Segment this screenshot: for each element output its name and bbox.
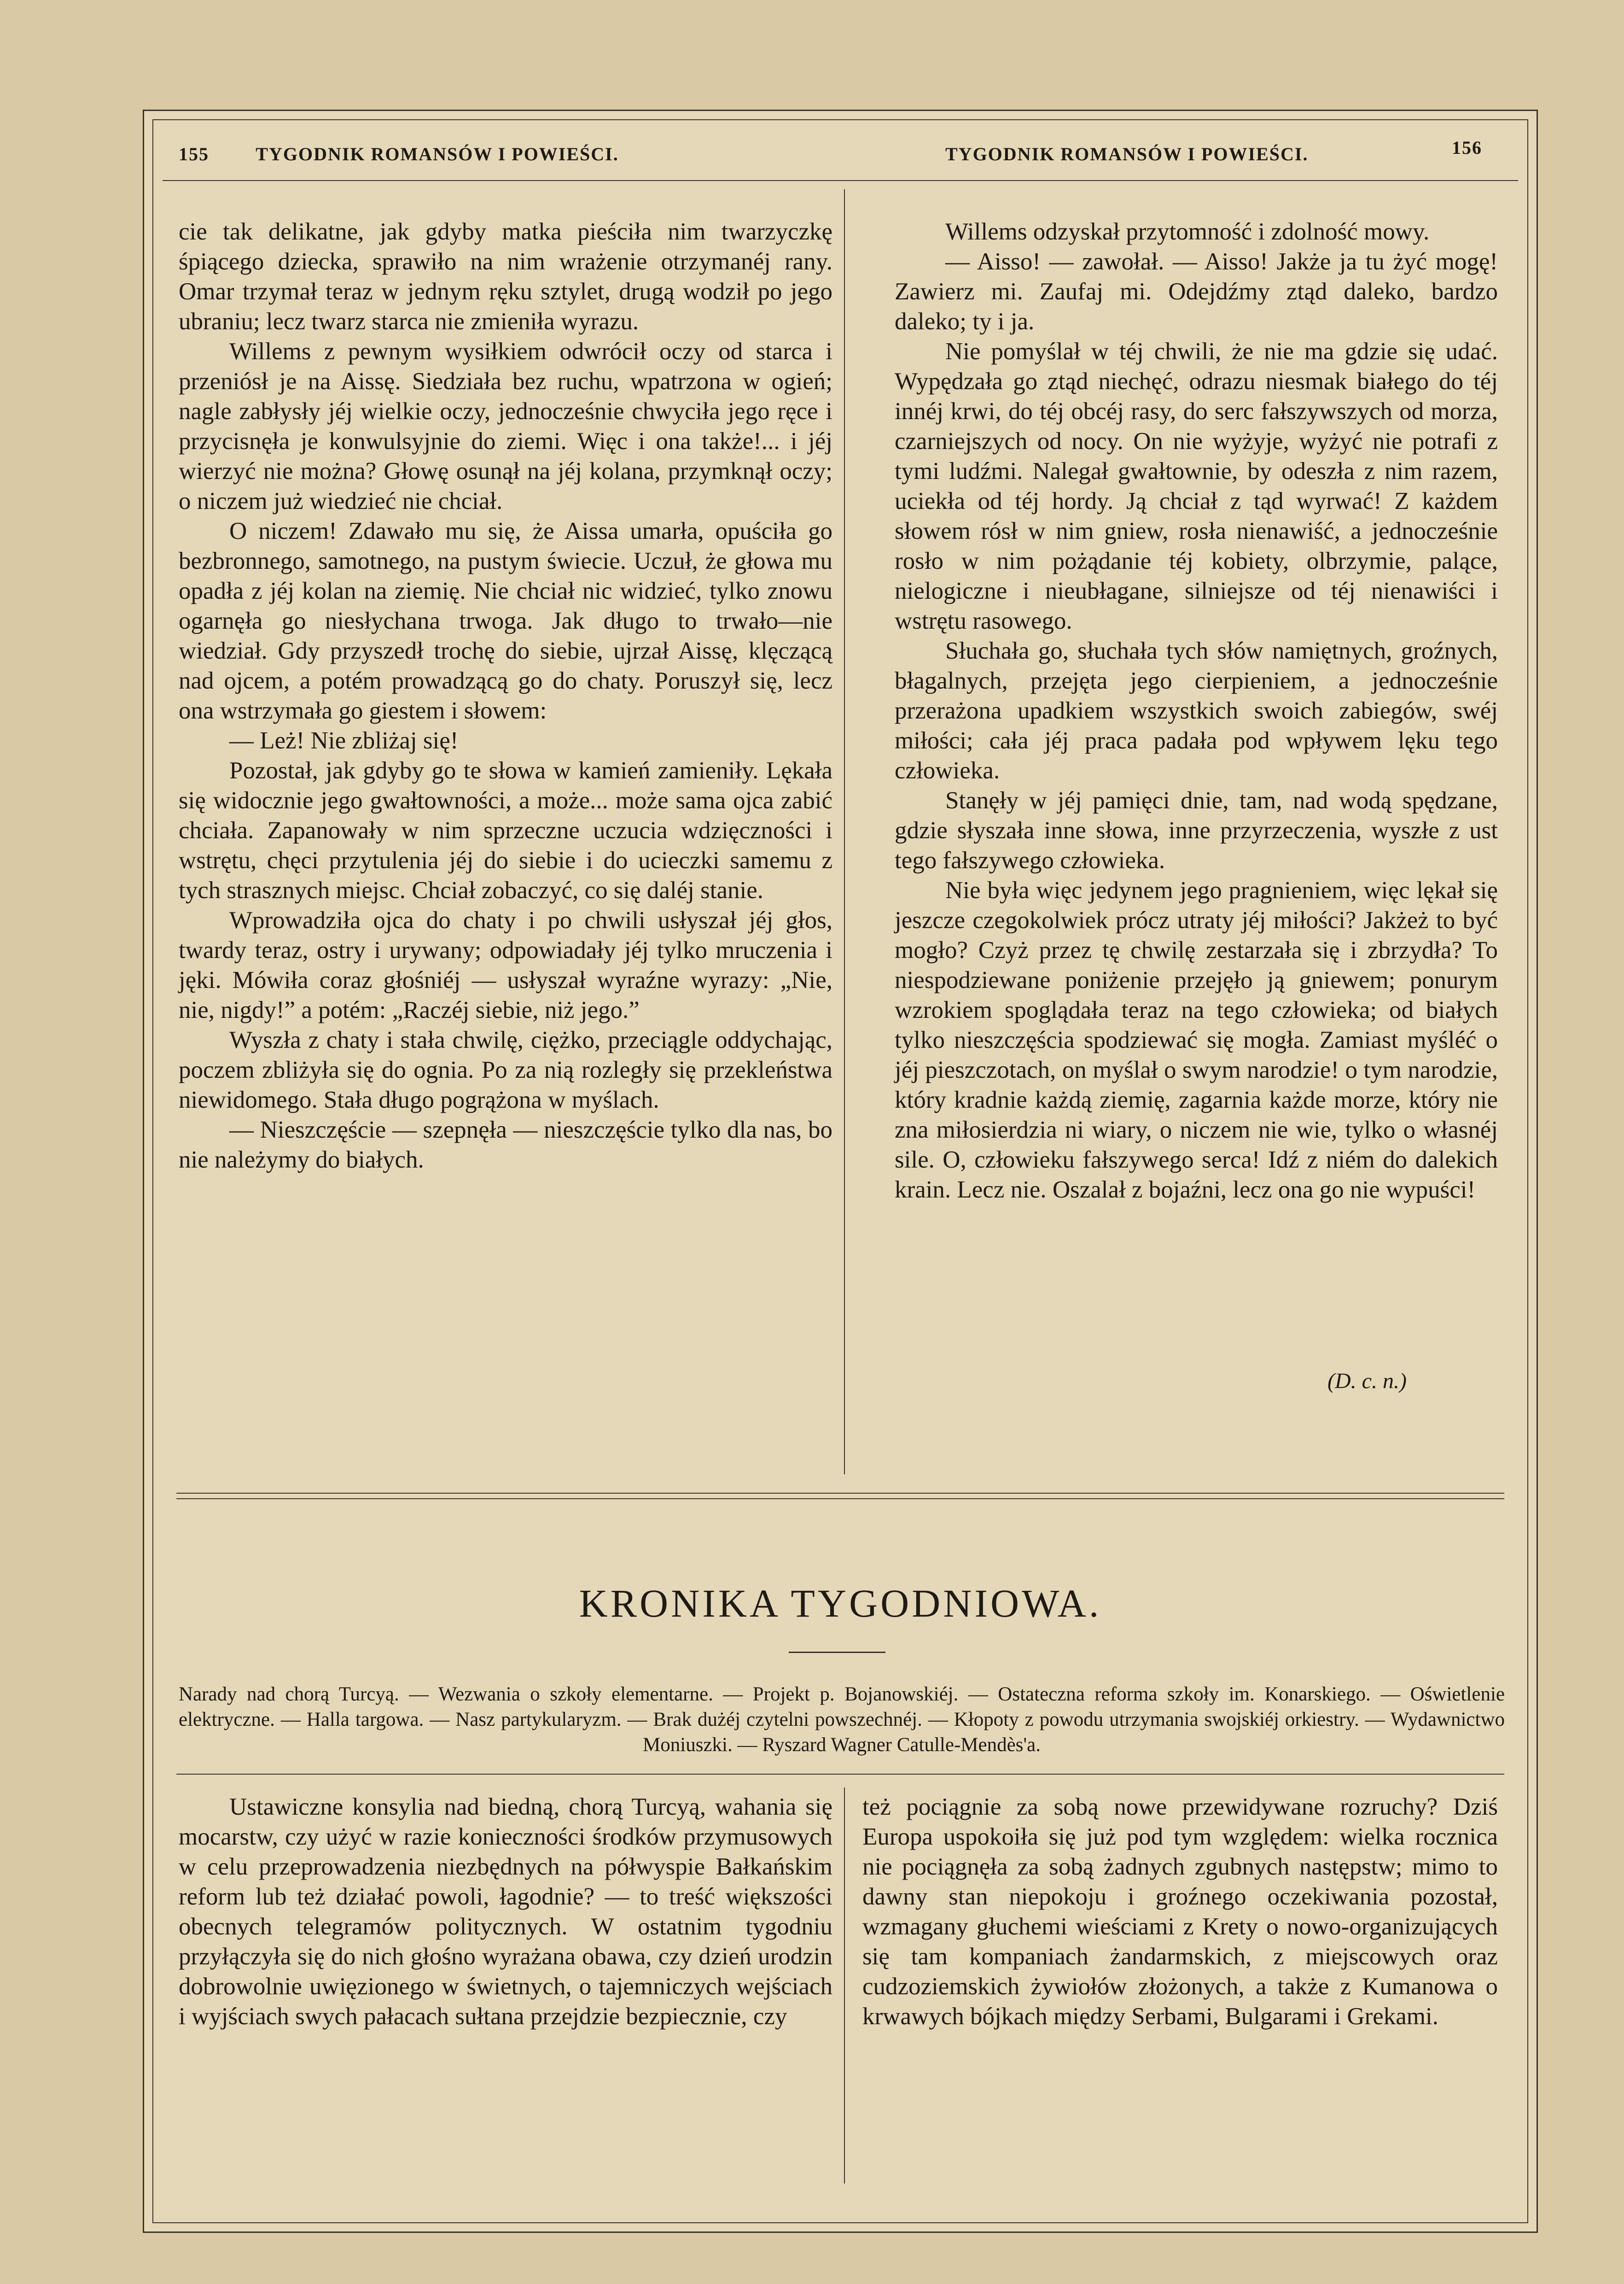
story-paragraph: Wprowadziła ojca do chaty i po chwili usłyszał jéj głos, twardy teraz, ostry i urywany; odpowiadały jéj tylko mruczenia i jęki. Mówiła coraz głośniéj — usłyszał wyraźne wyrazy: „Nie, nie, nigdy!” a potém: „Raczéj siebie, niż jego.” [179,907,832,1023]
kronika-left-column [179,1792,832,2032]
right-header [945,137,1482,165]
running-header [144,137,1537,180]
section-rule [176,1493,1504,1494]
continuation-note: (D. c. n.) [1327,1369,1407,1393]
story-paragraph: cie tak delikatne, jak gdyby matka pieściła nim twarzyczkę śpiącego dziecka, sprawiło na nim wrażenie otrzymanéj rany. Omar trzymał teraz w jednym ręku sztylet, drugą wodził po jego ubraniu; lecz twarz starca nie zmieniła wyrazu. [179,218,832,335]
left-page-number: 155 [179,144,209,164]
story-paragraph: Pozostał, jak gdyby go te słowa w kamień zamieniły. Lękała się widocznie jego gwałtowności, a może... może sama ojca zabić chciała. Zapanowały w nim sprzeczne uczucia wdzięczności i wstrętu, chęci przytulenia jéj do siebie i do ucieczki samemu z tych strasznych miejsc. Chciał zobaczyć, co się daléj stanie. [179,757,832,904]
summary-rule [176,1774,1504,1775]
newspaper-page [143,110,1538,2233]
column-divider-bottom [844,1787,845,2184]
section-title: KRONIKA TYGODNIOWA. [579,1581,1102,1625]
story-paragraph: Nie była więc jedynem jego pragnieniem, więc lękał się jeszcze czegokolwiek prócz utraty jéj miłości? Jakżeż to być mogło? Czyż przez tę chwilę zestarzała się i zbrzydła? To niespodziewane poniżenie przejęło ją gniewem; ponurym wzrokiem spoglądała teraz na tego człowieka; od białych tylko nieszczęścia spodziewać się mogła. Zamiast myśléć o jéj pieszczotach, on myślał o swym narodzie! o tym narodzie, który kradnie każdą ziemię, zagarnia każde morze, który nie zna miłosierdzia ni wiary, o niczem nie wie, tylko o własnéj sile. O, człowieku fałszywego serca! Idź z niém do dalekich krain. Lecz nie. Oszalał z bojaźni, lecz ona go nie wypuści! [895,877,1498,1203]
kronika-paragraph: też pociągnie za sobą nowe przewidywane rozruchy? Dziś Europa uspokoiła się już pod tym względem: wielka rocznica nie pociągnęła za sobą żadnych zgubnych następstw; mimo to dawny stan niepokoju i groźnego oczekiwania pozostał, wzmagany głuchemi wieściami z Krety o nowo-organizujących się tam kompaniach żandarmskich, z miejscowych oraz cudzoziemskich żywiołów złożonych, a także z Kumanowa o krwawych bójkach między Serbami, Bulgarami i Grekami. [862,1793,1498,2030]
section-rule-double [176,1498,1504,1499]
kronika-paragraph: Ustawiczne konsylia nad biedną, chorą Turcyą, wahania się mocarstw, czy użyć w razie konieczności środków przymusowych w celu przeprowadzenia niezbędnych na półwyspie Bałkańskim reform lub też działać powoli, łagodnie? — to treść większości obecnych telegramów politycznych. W ostatnim tygodniu przyłączyła się do nich głośno wyrażana obawa, czy dzień urodzin dobrowolnie uwięzionego w świetnych, o tajemniczych wejściach i wyjściach swych pałacach sułtana przejdzie bezpiecznie, czy [179,1793,832,2030]
story-paragraph: Willems z pewnym wysiłkiem odwrócił oczy od starca i przeniósł je na Aissę. Siedziała bez ruchu, wpatrzona w ogień; nagle zabłysły jéj wielkie oczy, jednocześnie chwyciła jego ręce i przycisnęła je konwulsyjnie do ziemi. Więc i ona także!... i jéj wierzyć nie można? Głowę osunął na jéj kolana, przymknął oczy; o niczem już wiedzieć nie chciał. [179,338,832,514]
story-paragraph: Wyszła z chaty i stała chwilę, ciężko, przeciągle oddychając, poczem zbliżyła się do ognia. Po za nią rozległy się przekleństwa niewidomego. Stała długo pogrążona w myślach. [179,1027,832,1113]
column-divider-top [844,189,845,1474]
story-paragraph: Stanęły w jéj pamięci dnie, tam, nad wodą spędzane, gdzie słyszała inne słowa, inne przyrzeczenia, wyszłe z ust tego fałszywego człowieka. [895,787,1498,874]
kronika-right-column [862,1792,1498,2032]
left-header-title: TYGODNIK ROMANSÓW I POWIEŚCI. [256,144,619,164]
story-paragraph: Słuchała go, słuchała tych słów namiętnych, groźnych, błagalnych, przejęta jego cierpieniem, a jednocześnie przerażona upadkiem wszystkich swoich zabiegów, swéj miłości; cała jéj praca padała pod wpływem lęku tego człowieka. [895,637,1498,784]
story-left-column [179,217,832,1175]
story-paragraph: O niczem! Zdawało mu się, że Aissa umarła, opuściła go bezbronnego, samotnego, na pustym świecie. Uczuł, że głowa mu opadła z jéj kolan na ziemię. Nie chciał nic widzieć, tylko znowu ogarnęła go niesłychana trwoga. Jak długo to trwało—nie wiedział. Gdy przyszedł trochę do siebie, ujrzał Aissę, klęczącą nad ojcem, a potém prowadzącą go do chaty. Poruszył się, lecz ona wstrzymała go giestem i słowem: [179,518,832,724]
left-header [179,143,619,165]
story-paragraph: — Aisso! — zawołał. — Aisso! Jakże ja tu żyć mogę! Zawierz mi. Zaufaj mi. Odejdźmy ztąd daleko, bardzo daleko; ty i ja. [895,248,1498,335]
story-paragraph: Nie pomyślał w téj chwili, że nie ma gdzie się udać. Wypędzała go ztąd niechęć, odrazu niesmak białego do téj innéj krwi, do téj obcéj rasy, do serc fałszywszych od morza, czarniejszych od nocy. On nie wyżyje, wyżyć nie potrafi z tymi ludźmi. Nalegał gwałtownie, by odeszła z nim razem, uciekła od téj hordy. Ją chciał z tąd wyrwać! Z każdem słowem rósł w nim gniew, rosła nienawiść, a jednocześnie rosło w nim pożądanie téj kobiety, olbrzymie, palące, nielogiczne i nieubłagane, silniejsze od téj nienawiści i wstrętu rasowego. [895,338,1498,634]
section-summary: Narady nad chorą Turcyą. — Wezwania o szkoły elementarne. — Projekt p. Bojanowskiéj. — Ostateczna reforma szkoły im. Konarskiego. — Oświetlenie elektryczne. — Halla targowa. — Nasz partykularyzm. — Brak dużéj czytelni powszechnéj. — Kłopoty z powodu utrzymania swojskiéj orkiestry. — Wydawnictwo Moniuszki. — Ryszard Wagner Catulle-Mendès'a. [179,1683,1505,1756]
right-page-number: 156 [1452,137,1482,158]
story-paragraph: — Nieszczęście — szepnęła — nieszczęście tylko dla nas, bo nie należymy do białych. [179,1116,832,1173]
right-header-title: TYGODNIK ROMANSÓW I POWIEŚCI. [945,144,1309,164]
story-paragraph: — Leż! Nie zbliżaj się! [229,727,459,754]
header-rule [163,180,1518,181]
story-right-column [895,217,1498,1205]
story-paragraph: Willems odzyskał przytomność i zdolność mowy. [945,218,1430,245]
title-underline [789,1652,885,1653]
